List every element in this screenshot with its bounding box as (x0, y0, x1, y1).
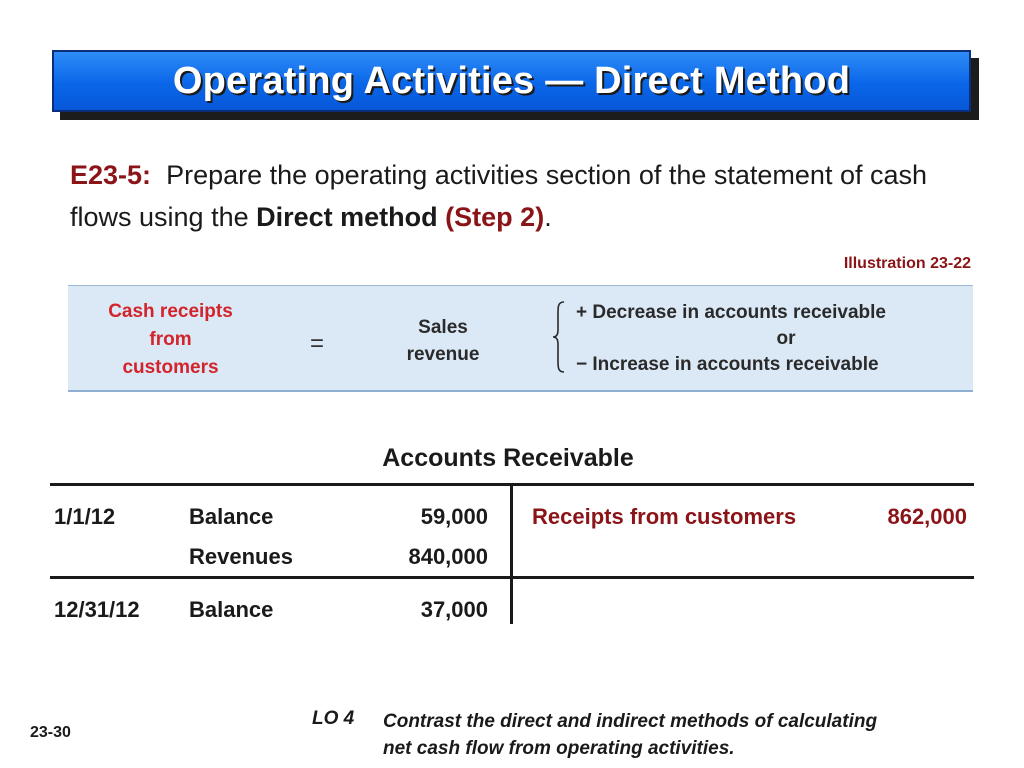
formula-plus-line: + Decrease in accounts receivable (576, 302, 886, 323)
t-account-center-rule (510, 483, 513, 624)
debit-label: Revenues (189, 544, 293, 569)
exercise-step: (Step 2) (445, 202, 545, 232)
ending-amount: 37,000 (420, 597, 488, 622)
slide-number: 23-30 (30, 724, 71, 741)
formula-minus-line: − Increase in accounts receivable (576, 354, 879, 375)
illustration-label: Illustration 23-22 (843, 255, 971, 272)
exercise-id: E23-5: (70, 160, 152, 190)
learning-objective-tag: LO 4 (312, 708, 355, 729)
t-account-balance-rule (50, 576, 974, 579)
title-banner (52, 50, 971, 112)
exercise-end: . (544, 202, 552, 232)
formula-right (576, 300, 956, 378)
credit-amount: 862,000 (887, 504, 967, 529)
formula-left-line: Cash receipts (108, 301, 233, 322)
debit-amount: 840,000 (408, 544, 488, 569)
ending-label: Balance (189, 597, 274, 622)
credit-label: Receipts from customers (532, 504, 797, 529)
exercise-method: Direct method (256, 202, 438, 232)
exercise-text (70, 154, 970, 238)
learning-objective-line: Contrast the direct and indirect methods of calculating (383, 711, 878, 732)
learning-objective-text (383, 708, 983, 762)
formula-left-line: from (149, 329, 192, 350)
slide-title: Operating Activities — Direct Method (172, 59, 851, 102)
formula-equals: = (310, 330, 325, 357)
debit-amount: 59,000 (420, 504, 488, 529)
formula-middle-line: Sales (418, 317, 468, 338)
exercise-body: Prepare the operating activities section of the statement of cash flows using the (70, 160, 927, 232)
formula-left (88, 298, 253, 382)
formula-panel (68, 285, 973, 392)
brace-icon (552, 300, 566, 374)
ending-date: 12/31/12 (54, 597, 140, 622)
formula-middle (393, 314, 493, 368)
formula-or: or (776, 328, 796, 349)
debit-label: Balance (189, 504, 274, 529)
learning-objective-line: net cash flow from operating activities. (383, 738, 735, 759)
formula-middle-line: revenue (406, 344, 480, 365)
formula-left-line: customers (122, 357, 219, 378)
t-account-title: Accounts Receivable (382, 444, 634, 472)
debit-date: 1/1/12 (54, 504, 116, 529)
